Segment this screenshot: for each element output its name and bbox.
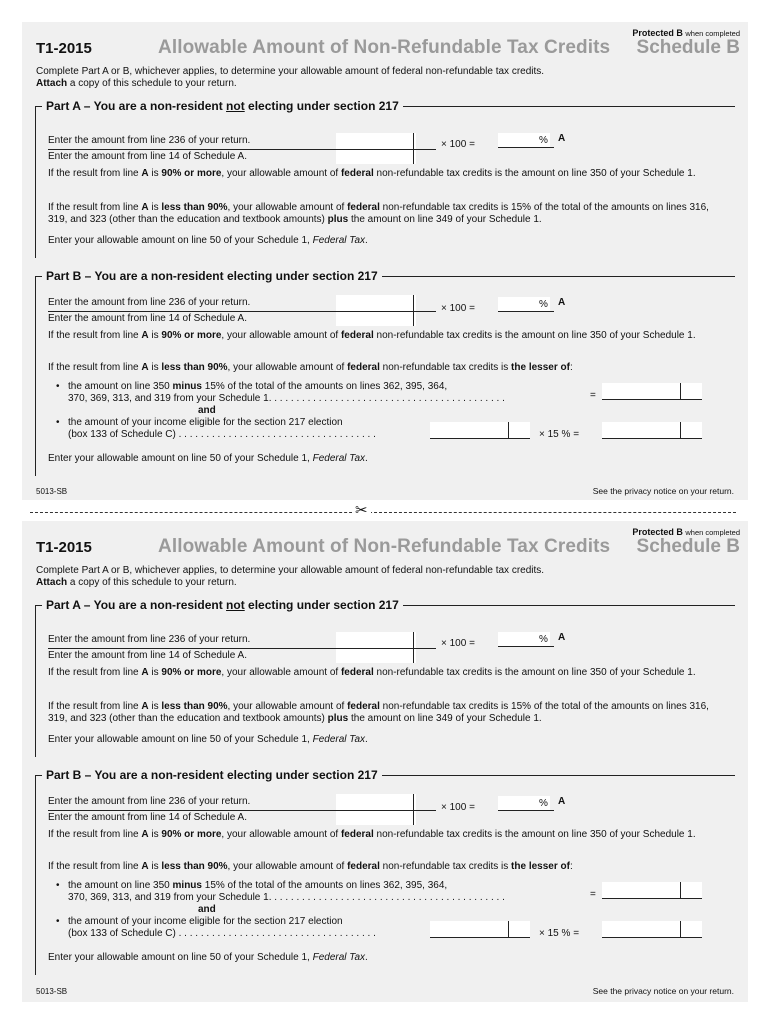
result-underline bbox=[498, 147, 554, 148]
bullet-line-350: • bbox=[56, 381, 60, 392]
line-350-result-input[interactable] bbox=[602, 383, 702, 399]
result-underline bbox=[602, 898, 702, 899]
income-text: the amount of your income eligible for the section 217 election (box 133 of Schedule C) . . . . . . . . . . . . . . . . . . . . . . . . . . . . . . . . . . . . bbox=[68, 916, 376, 939]
line14-label: Enter the amount from line 14 of Schedule A. bbox=[48, 812, 248, 823]
times-15: × 15 % = bbox=[539, 928, 580, 939]
cents-divider bbox=[680, 882, 681, 898]
equals-sign: = bbox=[590, 390, 596, 401]
result-underline bbox=[602, 399, 702, 400]
times-15: × 15 % = bbox=[539, 429, 580, 440]
income-result-input[interactable] bbox=[602, 921, 702, 937]
line-a-marker: A bbox=[558, 632, 566, 643]
form-number: T1-2015 bbox=[36, 539, 92, 556]
result-underline bbox=[602, 937, 702, 938]
line14-label: Enter the amount from line 14 of Schedule A. bbox=[48, 151, 248, 162]
income-result-input[interactable] bbox=[602, 422, 702, 438]
times-100: × 100 = bbox=[441, 638, 475, 649]
equals-sign: = bbox=[590, 889, 596, 900]
part-a-section bbox=[35, 598, 735, 757]
part-a-enter-line-50: Enter your allowable amount on line 50 of your Schedule 1, Federal Tax. bbox=[48, 235, 368, 246]
line236-input-a[interactable] bbox=[336, 133, 416, 149]
bullet-income: • bbox=[56, 916, 60, 927]
percent-sign: % bbox=[539, 798, 548, 809]
schedule-label: Schedule B bbox=[636, 536, 740, 557]
line236-label: Enter the amount from line 236 of your return. bbox=[48, 796, 251, 807]
form-number: T1-2015 bbox=[36, 40, 92, 57]
form-title: Allowable Amount of Non-Refundable Tax Credits bbox=[158, 37, 611, 58]
cents-divider bbox=[508, 921, 509, 937]
income-underline bbox=[430, 438, 530, 439]
line-350-text: the amount on line 350 minus 15% of the total of the amounts on lines 362, 395, 364, 370, 369, 313, and 319 from your Schedule 1. . . . . . . . . . . . . . . . . . . . . . . . . . . . . . . . . . . . . . . . . . . bbox=[68, 880, 505, 903]
line14-input-a[interactable] bbox=[336, 150, 416, 164]
times-100: × 100 = bbox=[441, 139, 475, 150]
line-a-marker: A bbox=[558, 796, 566, 807]
line236-input-b[interactable] bbox=[336, 794, 416, 810]
line236-label: Enter the amount from line 236 of your return. bbox=[48, 297, 251, 308]
times-100: × 100 = bbox=[441, 303, 475, 314]
schedule-b-copy-1 bbox=[22, 22, 748, 500]
income-text: the amount of your income eligible for the section 217 election (box 133 of Schedule C) . . . . . . . . . . . . . . . . . . . . . . . . . . . . . . . . . . . . bbox=[68, 417, 376, 440]
line236-input-a[interactable] bbox=[336, 632, 416, 648]
part-a-enter-line-50: Enter your allowable amount on line 50 of your Schedule 1, Federal Tax. bbox=[48, 734, 368, 745]
part-b-para-90-or-more: If the result from line A is 90% or more, your allowable amount of federal non-refundable tax credits is the amount on line 350 of your Schedule 1. bbox=[48, 330, 696, 341]
part-a-para-90-or-more: If the result from line A is 90% or more, your allowable amount of federal non-refundable tax credits is the amount on line 350 of your Schedule 1. bbox=[48, 168, 696, 179]
line-a-marker: A bbox=[558, 133, 566, 144]
result-underline bbox=[498, 311, 554, 312]
result-underline bbox=[498, 646, 554, 647]
bullet-line-350: • bbox=[56, 880, 60, 891]
line-350-result-input[interactable] bbox=[602, 882, 702, 898]
cents-divider bbox=[680, 921, 681, 937]
line236-label: Enter the amount from line 236 of your return. bbox=[48, 135, 251, 146]
result-underline bbox=[498, 810, 554, 811]
line-350-text: the amount on line 350 minus 15% of the total of the amounts on lines 362, 395, 364, 370, 369, 313, and 319 from your Schedule 1. . . . . . . . . . . . . . . . . . . . . . . . . . . . . . . . . . . . . . . . . . . bbox=[68, 381, 505, 404]
privacy-notice: See the privacy notice on your return. bbox=[592, 486, 734, 496]
line14-label: Enter the amount from line 14 of Schedule A. bbox=[48, 650, 248, 661]
percent-sign: % bbox=[539, 634, 548, 645]
part-b-para-less-than-90: If the result from line A is less than 90%, your allowable amount of federal non-refundable tax credits is the lesser of: bbox=[48, 861, 573, 872]
line14-input-a[interactable] bbox=[336, 649, 416, 663]
cents-divider bbox=[508, 422, 509, 438]
form-code: 5013-SB bbox=[36, 487, 68, 496]
percent-sign: % bbox=[539, 135, 548, 146]
part-b-section bbox=[35, 269, 735, 476]
part-b-title: Part B – You are a non-resident electing under section 217 bbox=[42, 768, 382, 782]
line236-input-b[interactable] bbox=[336, 295, 416, 311]
part-b-enter-line-50: Enter your allowable amount on line 50 of your Schedule 1, Federal Tax. bbox=[48, 453, 368, 464]
fraction-bar bbox=[48, 810, 436, 811]
fraction-bar bbox=[48, 149, 436, 150]
part-a-para-90-or-more: If the result from line A is 90% or more, your allowable amount of federal non-refundable tax credits is the amount on line 350 of your Schedule 1. bbox=[48, 667, 696, 678]
intro-text: Complete Part A or B, whichever applies, to determine your allowable amount of federal non-refundable tax credits. Attach a copy of this schedule to your return. bbox=[36, 565, 545, 588]
cents-divider bbox=[680, 383, 681, 399]
income-underline bbox=[430, 937, 530, 938]
cut-line bbox=[30, 512, 736, 513]
part-b-enter-line-50: Enter your allowable amount on line 50 of your Schedule 1, Federal Tax. bbox=[48, 952, 368, 963]
part-b-para-90-or-more: If the result from line A is 90% or more, your allowable amount of federal non-refundable tax credits is the amount on line 350 of your Schedule 1. bbox=[48, 829, 696, 840]
percent-sign: % bbox=[539, 299, 548, 310]
and-connector: and bbox=[198, 405, 216, 416]
part-a-para-less-than-90: If the result from line A is less than 90%, your allowable amount of federal non-refundable tax credits is 15% of the total of the amounts on lines 316, 319, and 323 (other than the education and textbook amounts) plus the amount on line 349 of your Schedule 1. bbox=[48, 701, 709, 724]
and-connector: and bbox=[198, 904, 216, 915]
line14-input-b[interactable] bbox=[336, 312, 416, 326]
privacy-notice: See the privacy notice on your return. bbox=[592, 986, 734, 996]
protected-b-label: Protected B when completed bbox=[632, 28, 740, 38]
income-input[interactable] bbox=[430, 422, 530, 438]
cents-divider bbox=[680, 422, 681, 438]
line14-input-b[interactable] bbox=[336, 811, 416, 825]
fraction-bar bbox=[48, 648, 436, 649]
fraction-bar bbox=[48, 311, 436, 312]
part-a-section bbox=[35, 99, 735, 258]
form-title: Allowable Amount of Non-Refundable Tax Credits bbox=[158, 536, 611, 557]
part-a-title: Part A – You are a non-resident not electing under section 217 bbox=[42, 598, 403, 612]
part-b-section bbox=[35, 768, 735, 975]
line-a-marker: A bbox=[558, 297, 566, 308]
schedule-b-copy-2 bbox=[22, 521, 748, 1002]
part-a-title: Part A – You are a non-resident not electing under section 217 bbox=[42, 99, 403, 113]
result-underline bbox=[602, 438, 702, 439]
part-b-para-less-than-90: If the result from line A is less than 90%, your allowable amount of federal non-refundable tax credits is the lesser of: bbox=[48, 362, 573, 373]
part-b-title: Part B – You are a non-resident electing under section 217 bbox=[42, 269, 382, 283]
income-input[interactable] bbox=[430, 921, 530, 937]
times-100: × 100 = bbox=[441, 802, 475, 813]
scissors-icon: ✂ bbox=[352, 503, 371, 519]
line236-label: Enter the amount from line 236 of your return. bbox=[48, 634, 251, 645]
bullet-income: • bbox=[56, 417, 60, 428]
line14-label: Enter the amount from line 14 of Schedule A. bbox=[48, 313, 248, 324]
intro-text: Complete Part A or B, whichever applies, to determine your allowable amount of federal non-refundable tax credits. Attach a copy of this schedule to your return. bbox=[36, 66, 545, 89]
protected-b-label: Protected B when completed bbox=[632, 527, 740, 537]
part-a-para-less-than-90: If the result from line A is less than 90%, your allowable amount of federal non-refundable tax credits is 15% of the total of the amounts on lines 316, 319, and 323 (other than the education and textbook amounts) plus the amount on line 349 of your Schedule 1. bbox=[48, 202, 709, 225]
form-code: 5013-SB bbox=[36, 987, 68, 996]
schedule-label: Schedule B bbox=[636, 37, 740, 58]
